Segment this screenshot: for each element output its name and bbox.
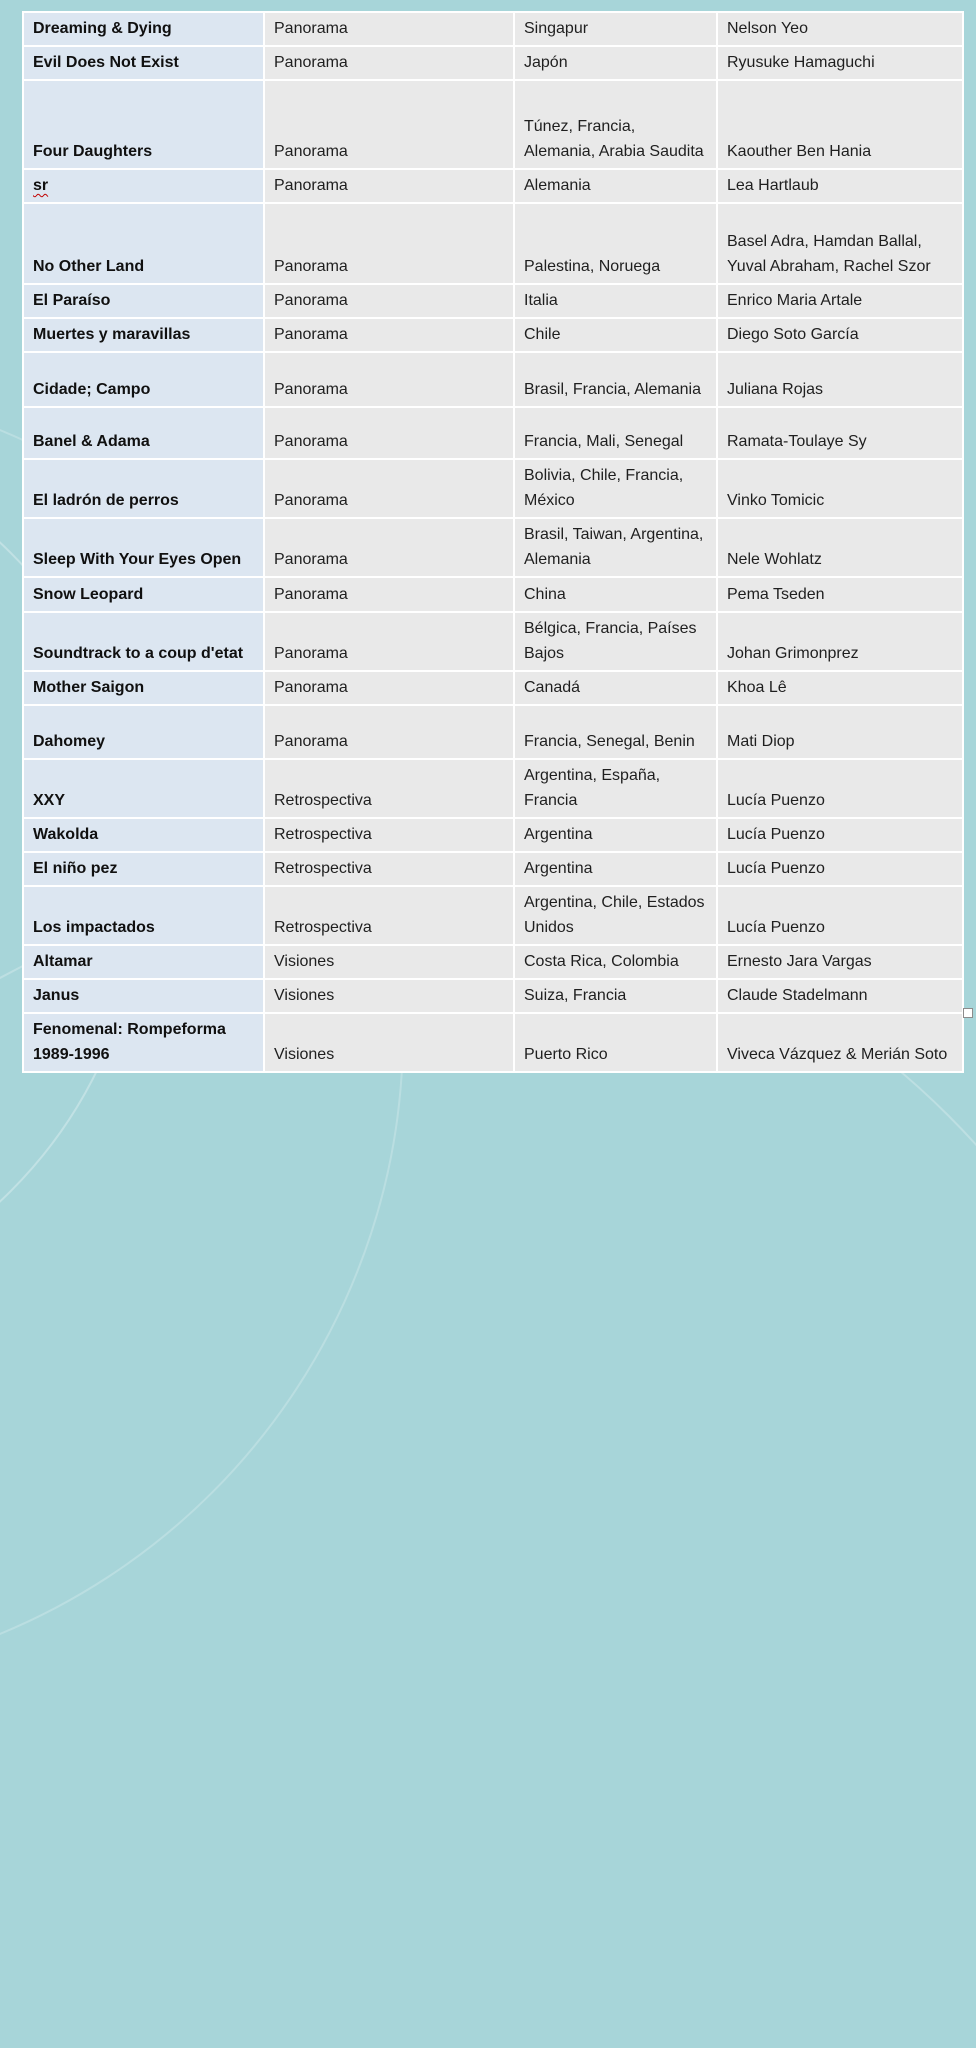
section-cell[interactable] [264,852,514,886]
table-row [23,612,963,671]
section-cell[interactable] [264,46,514,80]
table-row [23,759,963,818]
section-text: Panorama [274,292,348,309]
countries-cell[interactable] [514,46,717,80]
section-cell[interactable] [264,80,514,169]
countries-text: Francia, Senegal, Benin [524,733,695,750]
directors-cell[interactable] [717,352,963,407]
countries-cell[interactable] [514,577,717,612]
directors-text: Ramata-Toulaye Sy [727,433,867,450]
table-row [23,203,963,284]
film-title-cell[interactable] [23,80,264,169]
directors-text: Basel Adra, Hamdan Ballal, Yuval Abraham, Rachel Szor [727,233,931,275]
film-title-text: Muertes y maravillas [33,326,191,343]
section-cell[interactable] [264,459,514,518]
directors-cell[interactable] [717,284,963,318]
film-title-cell[interactable] [23,852,264,886]
directors-text: Johan Grimonprez [727,645,859,662]
directors-cell[interactable] [717,979,963,1013]
directors-text: Pema Tseden [727,586,825,603]
section-cell[interactable] [264,407,514,459]
directors-text: Khoa Lê [727,679,787,696]
table-row [23,852,963,886]
film-title-cell[interactable] [23,284,264,318]
film-title-text: No Other Land [33,258,145,275]
directors-cell[interactable] [717,80,963,169]
countries-text: Italia [524,292,558,309]
countries-text: Bélgica, Francia, Países Bajos [524,620,697,662]
table-row [23,518,963,577]
countries-cell[interactable] [514,518,717,577]
table-row [23,12,963,46]
film-title-text: Banel & Adama [33,433,150,450]
directors-cell[interactable] [717,203,963,284]
directors-text: Vinko Tomicic [727,492,825,509]
directors-cell[interactable] [717,886,963,945]
film-title-text: sr [33,177,49,194]
film-program-table [22,11,964,1073]
section-text: Retrospectiva [274,792,372,809]
directors-text: Enrico Maria Artale [727,292,863,309]
film-title-text: Altamar [33,953,93,970]
table-row [23,407,963,459]
directors-text: Lucía Puenzo [727,826,825,843]
directors-text: Kaouther Ben Hania [727,143,872,160]
film-title-text: El ladrón de perros [33,492,179,509]
section-text: Panorama [274,54,348,71]
section-text: Retrospectiva [274,826,372,843]
section-cell[interactable] [264,318,514,352]
directors-text: Lucía Puenzo [727,860,825,877]
countries-cell[interactable] [514,407,717,459]
countries-cell[interactable] [514,203,717,284]
table-row [23,886,963,945]
section-text: Visiones [274,1046,335,1063]
countries-text: Francia, Mali, Senegal [524,433,684,450]
table-row [23,945,963,979]
film-title-cell[interactable] [23,759,264,818]
film-title-text: XXY [33,792,66,809]
film-title-cell[interactable] [23,979,264,1013]
directors-text: Nele Wohlatz [727,551,822,568]
countries-text: Túnez, Francia, Alemania, Arabia Saudita [524,118,704,160]
directors-text: Lea Hartlaub [727,177,819,194]
section-cell[interactable] [264,979,514,1013]
directors-cell[interactable] [717,459,963,518]
directors-cell[interactable] [717,1013,963,1072]
countries-cell[interactable] [514,886,717,945]
section-text: Panorama [274,733,348,750]
directors-cell[interactable] [717,407,963,459]
film-title-cell[interactable] [23,818,264,852]
directors-cell[interactable] [717,705,963,759]
countries-cell[interactable] [514,80,717,169]
countries-text: Alemania [524,177,591,194]
film-title-cell[interactable] [23,12,264,46]
section-cell[interactable] [264,759,514,818]
directors-cell[interactable] [717,945,963,979]
film-title-text: Four Daughters [33,143,153,160]
directors-text: Juliana Rojas [727,381,824,398]
directors-cell[interactable] [717,759,963,818]
table-row [23,46,963,80]
film-title-text: El Paraíso [33,292,111,309]
section-cell[interactable] [264,284,514,318]
countries-cell[interactable] [514,705,717,759]
directors-text: Nelson Yeo [727,20,808,37]
directors-cell[interactable] [717,12,963,46]
film-title-text: El niño pez [33,860,118,877]
directors-text: Ryusuke Hamaguchi [727,54,875,71]
directors-text: Viveca Vázquez & Merián Soto [727,1046,948,1063]
section-text: Retrospectiva [274,919,372,936]
section-text: Retrospectiva [274,860,372,877]
countries-cell[interactable] [514,459,717,518]
countries-text: Costa Rica, Colombia [524,953,679,970]
film-title-text: Los impactados [33,919,155,936]
section-text: Panorama [274,326,348,343]
section-text: Visiones [274,953,335,970]
countries-text: China [524,586,566,603]
section-text: Panorama [274,258,348,275]
countries-cell[interactable] [514,352,717,407]
film-title-cell[interactable] [23,352,264,407]
section-cell[interactable] [264,1013,514,1072]
film-title-cell[interactable] [23,46,264,80]
countries-text: Brasil, Francia, Alemania [524,381,701,398]
film-title-cell[interactable] [23,203,264,284]
directors-text: Diego Soto García [727,326,859,343]
film-title-text: Soundtrack to a coup d'etat [33,645,244,662]
directors-text: Mati Diop [727,733,795,750]
section-text: Panorama [274,586,348,603]
directors-text: Lucía Puenzo [727,792,825,809]
countries-text: Bolivia, Chile, Francia, México [524,467,684,509]
countries-cell[interactable] [514,671,717,705]
countries-text: Palestina, Noruega [524,258,661,275]
directors-cell[interactable] [717,169,963,203]
section-cell[interactable] [264,886,514,945]
directors-text: Ernesto Jara Vargas [727,953,872,970]
section-text: Panorama [274,177,348,194]
countries-cell[interactable] [514,318,717,352]
film-title-text: Fenomenal: Rompeforma 1989-1996 [33,1021,226,1063]
section-cell[interactable] [264,705,514,759]
section-text: Visiones [274,987,335,1004]
countries-text: Brasil, Taiwan, Argentina, Alemania [524,526,704,568]
film-title-text: Evil Does Not Exist [33,54,179,71]
table-row [23,169,963,203]
film-title-text: Snow Leopard [33,586,144,603]
directors-cell[interactable] [717,318,963,352]
section-text: Panorama [274,143,348,160]
section-cell[interactable] [264,671,514,705]
film-title-cell[interactable] [23,945,264,979]
countries-cell[interactable] [514,759,717,818]
section-cell[interactable] [264,203,514,284]
film-title-cell[interactable] [23,459,264,518]
table-row [23,671,963,705]
film-title-text: Janus [33,987,80,1004]
section-cell[interactable] [264,818,514,852]
countries-text: Japón [524,54,568,71]
section-text: Panorama [274,551,348,568]
countries-text: Argentina [524,860,593,877]
section-text: Panorama [274,433,348,450]
film-title-cell[interactable] [23,612,264,671]
film-title-cell[interactable] [23,577,264,612]
section-text: Panorama [274,20,348,37]
film-title-cell[interactable] [23,671,264,705]
directors-text: Claude Stadelmann [727,987,868,1004]
directors-cell[interactable] [717,671,963,705]
directors-cell[interactable] [717,577,963,612]
directors-cell[interactable] [717,612,963,671]
film-title-cell[interactable] [23,518,264,577]
section-cell[interactable] [264,612,514,671]
table-row [23,459,963,518]
section-text: Panorama [274,679,348,696]
table-row [23,705,963,759]
countries-cell[interactable] [514,852,717,886]
film-title-text: Dahomey [33,733,106,750]
countries-cell[interactable] [514,818,717,852]
film-title-cell[interactable] [23,1013,264,1072]
film-title-cell[interactable] [23,705,264,759]
directors-cell[interactable] [717,852,963,886]
table-row [23,352,963,407]
section-cell[interactable] [264,518,514,577]
countries-text: Chile [524,326,561,343]
directors-cell[interactable] [717,818,963,852]
section-text: Panorama [274,492,348,509]
countries-cell[interactable] [514,284,717,318]
film-title-text: Mother Saigon [33,679,145,696]
directors-cell[interactable] [717,46,963,80]
section-cell[interactable] [264,352,514,407]
table-row [23,577,963,612]
countries-cell[interactable] [514,612,717,671]
film-title-text: Wakolda [33,826,99,843]
countries-text: Argentina [524,826,593,843]
film-title-text: Sleep With Your Eyes Open [33,551,242,568]
film-title-text: Dreaming & Dying [33,20,172,37]
countries-text: Argentina, España, Francia [524,767,661,809]
table-resize-handle[interactable] [963,1008,973,1018]
countries-text: Canadá [524,679,581,696]
section-cell[interactable] [264,577,514,612]
table-row [23,318,963,352]
countries-cell[interactable] [514,1013,717,1072]
countries-cell[interactable] [514,12,717,46]
countries-text: Suiza, Francia [524,987,627,1004]
film-title-cell[interactable] [23,318,264,352]
section-cell[interactable] [264,169,514,203]
directors-text: Lucía Puenzo [727,919,825,936]
film-title-text: Cidade; Campo [33,381,151,398]
film-title-cell[interactable] [23,886,264,945]
section-text: Panorama [274,645,348,662]
film-title-cell[interactable] [23,407,264,459]
countries-text: Singapur [524,20,589,37]
section-cell[interactable] [264,945,514,979]
countries-text: Puerto Rico [524,1046,608,1063]
countries-cell[interactable] [514,945,717,979]
table-row [23,80,963,169]
countries-cell[interactable] [514,979,717,1013]
table-row [23,284,963,318]
countries-cell[interactable] [514,169,717,203]
countries-text: Argentina, Chile, Estados Unidos [524,894,705,936]
directors-cell[interactable] [717,518,963,577]
film-table-body [23,12,963,1072]
table-row [23,818,963,852]
section-cell[interactable] [264,12,514,46]
table-row [23,979,963,1013]
section-text: Panorama [274,381,348,398]
table-row [23,1013,963,1072]
film-title-cell[interactable] [23,169,264,203]
